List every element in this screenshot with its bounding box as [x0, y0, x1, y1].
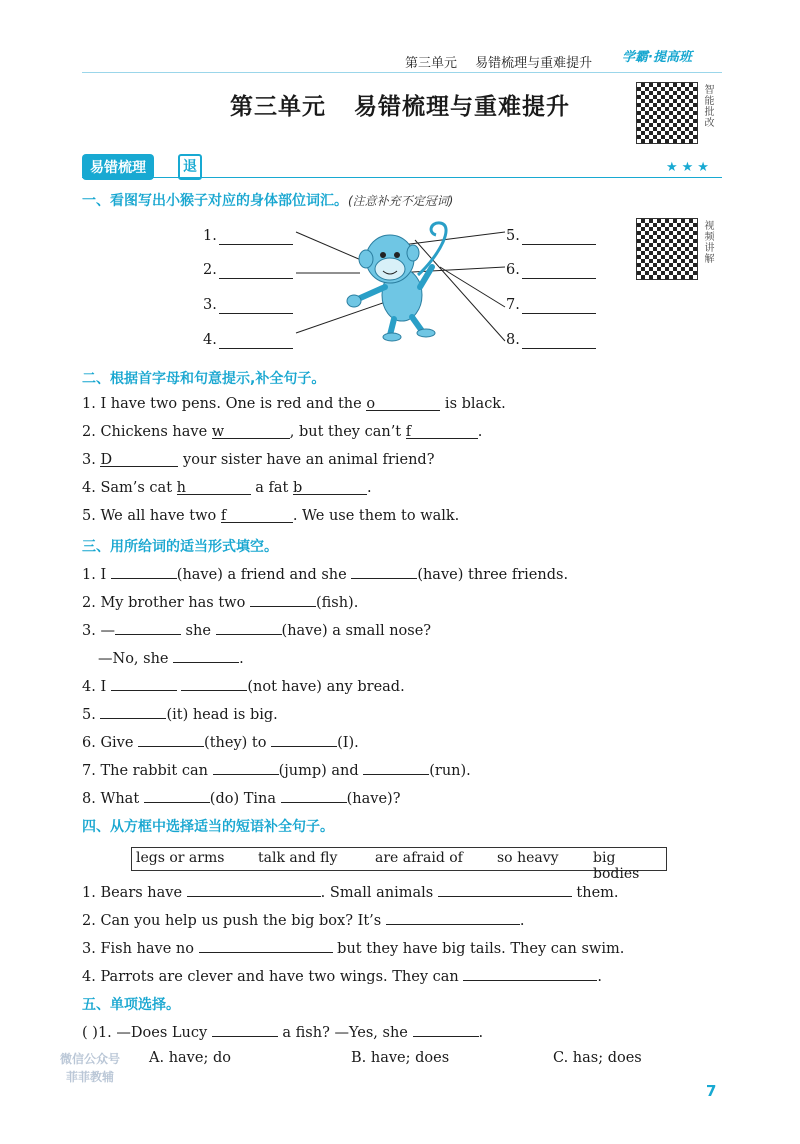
- fill-blank[interactable]: [463, 966, 597, 981]
- label-3: 3.: [203, 297, 217, 313]
- section-divider: [82, 177, 722, 178]
- part1-heading: 一、看图写出小猴子对应的身体部位词汇。(注意补充不定冠词): [82, 193, 454, 209]
- fill-blank[interactable]: [212, 1022, 278, 1037]
- fill-blank[interactable]: h: [177, 480, 251, 495]
- part3-q4: 4. I (not have) any bread.: [82, 676, 405, 695]
- watermark-line2: 菲菲教辅: [66, 1070, 115, 1084]
- part2-q5: 5. We all have two f . We use them to walk.: [82, 508, 460, 524]
- label-6: 6.: [506, 262, 520, 278]
- running-header: [405, 52, 606, 71]
- page-title: 第三单元 易错梳理与重难提升: [230, 94, 570, 120]
- fill-blank[interactable]: b: [293, 480, 367, 495]
- monkey-illustration: [290, 215, 520, 355]
- part4-q2: 2. Can you help us push the big box? It’s .: [82, 910, 524, 929]
- blank-4[interactable]: [219, 334, 293, 349]
- page-number: 7: [706, 1082, 717, 1100]
- fill-blank[interactable]: [351, 564, 417, 579]
- phrase-option: legs or arms: [136, 850, 225, 866]
- label-7: 7.: [506, 297, 520, 313]
- fill-blank[interactable]: [413, 1022, 479, 1037]
- blank-3[interactable]: [219, 299, 293, 314]
- phrase-option: are afraid of: [375, 850, 463, 866]
- qr-label-grading: 智能批改: [702, 84, 713, 128]
- phrase-option: so heavy: [497, 850, 559, 866]
- fill-blank[interactable]: [199, 938, 333, 953]
- fill-blank[interactable]: [111, 564, 177, 579]
- monkey-figure: [347, 223, 446, 341]
- part3-heading: 三、用所给词的适当形式填空。: [82, 539, 278, 555]
- label-5: 5.: [506, 228, 520, 244]
- blank-6[interactable]: [522, 264, 596, 279]
- blank-1[interactable]: [219, 230, 293, 245]
- watermark: [30, 1036, 140, 1092]
- section-label: 易错梳理: [82, 154, 154, 180]
- brand-logo: 学霸·提高班: [622, 50, 692, 65]
- part3-q3-answer: —No, she .: [98, 648, 244, 667]
- choice-b[interactable]: B. have; does: [351, 1050, 450, 1066]
- section-icon: 退: [178, 154, 202, 180]
- fill-blank[interactable]: [173, 648, 239, 663]
- label-4: 4.: [203, 332, 217, 348]
- part5-heading: 五、单项选择。: [82, 997, 180, 1013]
- choice-a[interactable]: A. have; do: [149, 1050, 231, 1066]
- fill-blank[interactable]: [111, 676, 177, 691]
- part4-q3: 3. Fish have no but they have big tails. They can swim.: [82, 938, 624, 957]
- header-divider: [82, 72, 722, 73]
- part4-q4: 4. Parrots are clever and have two wings. They can .: [82, 966, 602, 985]
- blank-2[interactable]: [219, 264, 293, 279]
- fill-blank[interactable]: f: [406, 424, 478, 439]
- part3-q5: 5. (it) head is big.: [82, 704, 278, 723]
- fill-blank[interactable]: [115, 620, 181, 635]
- fill-blank[interactable]: [100, 704, 166, 719]
- header-unit: 第三单元: [405, 56, 458, 71]
- phrase-option: big bodies: [593, 850, 640, 882]
- blank-7[interactable]: [522, 299, 596, 314]
- fill-blank[interactable]: [281, 788, 347, 803]
- blank-8[interactable]: [522, 334, 596, 349]
- fill-blank[interactable]: [363, 760, 429, 775]
- part2-heading: 二、根据首字母和句意提示,补全句子。: [82, 371, 326, 387]
- part3-q3: 3. — she (have) a small nose?: [82, 620, 431, 639]
- part4-heading: 四、从方框中选择适当的短语补全句子。: [82, 819, 334, 835]
- part5-q1: ( )1. —Does Lucy a fish? —Yes, she .: [82, 1022, 483, 1041]
- fill-blank[interactable]: [181, 676, 247, 691]
- fill-blank[interactable]: [216, 620, 282, 635]
- difficulty-stars: ★★★: [666, 160, 713, 175]
- fill-blank[interactable]: o: [366, 396, 440, 411]
- fill-blank[interactable]: D: [100, 452, 178, 467]
- phrase-option: talk and fly: [258, 850, 338, 866]
- fill-blank[interactable]: [144, 788, 210, 803]
- qr-code-grading[interactable]: [636, 82, 698, 144]
- fill-blank[interactable]: [271, 732, 337, 747]
- fill-blank[interactable]: [213, 760, 279, 775]
- blank-5[interactable]: [522, 230, 596, 245]
- fill-blank[interactable]: [187, 882, 321, 897]
- part3-q1: 1. I (have) a friend and she (have) three friends.: [82, 564, 568, 583]
- part2-q1: 1. I have two pens. One is red and the o is black.: [82, 396, 506, 412]
- part3-q7: 7. The rabbit can (jump) and (run).: [82, 760, 471, 779]
- qr-label-video: 视频讲解: [702, 220, 713, 264]
- label-1: 1.: [203, 228, 217, 244]
- part2-q2: 2. Chickens have w , but they can’t f .: [82, 424, 483, 440]
- part3-q2: 2. My brother has two (fish).: [82, 592, 358, 611]
- part2-q3: 3. D your sister have an animal friend?: [82, 452, 435, 468]
- qr-code-video[interactable]: [636, 218, 698, 280]
- label-8: 8.: [506, 332, 520, 348]
- header-topic: 易错梳理与重难提升: [475, 56, 593, 71]
- part3-q8: 8. What (do) Tina (have)?: [82, 788, 400, 807]
- fill-blank[interactable]: [250, 592, 316, 607]
- fill-blank[interactable]: f: [221, 508, 293, 523]
- fill-blank[interactable]: [386, 910, 520, 925]
- choice-c[interactable]: C. has; does: [553, 1050, 642, 1066]
- answer-paren[interactable]: ( ): [82, 1025, 98, 1041]
- part4-q1: 1. Bears have . Small animals them.: [82, 882, 619, 901]
- part2-q4: 4. Sam’s cat h a fat b .: [82, 480, 372, 496]
- part3-q6: 6. Give (they) to (I).: [82, 732, 359, 751]
- fill-blank[interactable]: [438, 882, 572, 897]
- fill-blank[interactable]: [138, 732, 204, 747]
- fill-blank[interactable]: w: [212, 424, 290, 439]
- phrase-box: [131, 847, 667, 882]
- section-banner: [82, 154, 250, 178]
- watermark-line1: 微信公众号: [60, 1052, 121, 1066]
- label-2: 2.: [203, 262, 217, 278]
